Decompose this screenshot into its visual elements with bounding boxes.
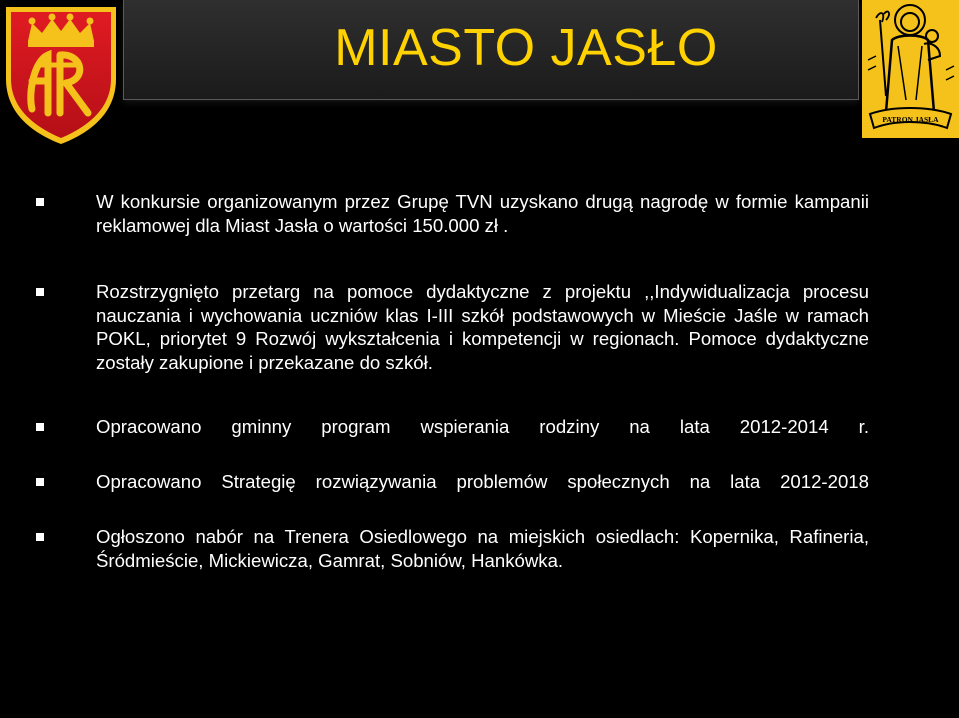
bullet-text: Opracowano Strategię rozwiązywania problemów społecznych na lata 2012-2018 [96,471,869,492]
bullet-text: Ogłoszono nabór na Trenera Osiedlowego na miejskich osiedlach: Kopernika, Rafineria, Śródmieście, Mickiewicza, Gamrat, Sobniów, Hankówka. [96,526,869,571]
bullet-square-icon [36,198,44,206]
slide-title: MIASTO JASŁO [334,19,718,77]
patron-label: PATRON JASŁA [882,115,939,124]
bullet-square-icon [36,478,44,486]
bullet-square-icon [36,423,44,431]
bullet-text: W konkursie organizowanym przez Grupę TVN uzyskano drugą nagrodę w formie kampanii reklamowej dla Miast Jasła o wartości 150.000 zł . [96,191,869,236]
jaslo-coat-of-arms-icon [2,1,120,147]
patron-saint-icon [862,0,959,138]
bullet-text: Opracowano gminny program wspierania rodziny na lata 2012-2014 r. [96,416,869,437]
bullet-text: Rozstrzygnięto przetarg na pomoce dydaktyczne z projektu ,,Indywidualizacja procesu nauczania i wychowania uczniów klas I-III szkół podstawowych w Mieście Jaśle w ramach POKL, priorytet 9 Rozwój wykształcenia i kompetencji w regionach. Pomoce dydaktyczne zostały zakupione i przekazane do szkół. [96,281,869,373]
title-bar [123,0,859,100]
bullet-square-icon [36,288,44,296]
bullet-square-icon [36,533,44,541]
